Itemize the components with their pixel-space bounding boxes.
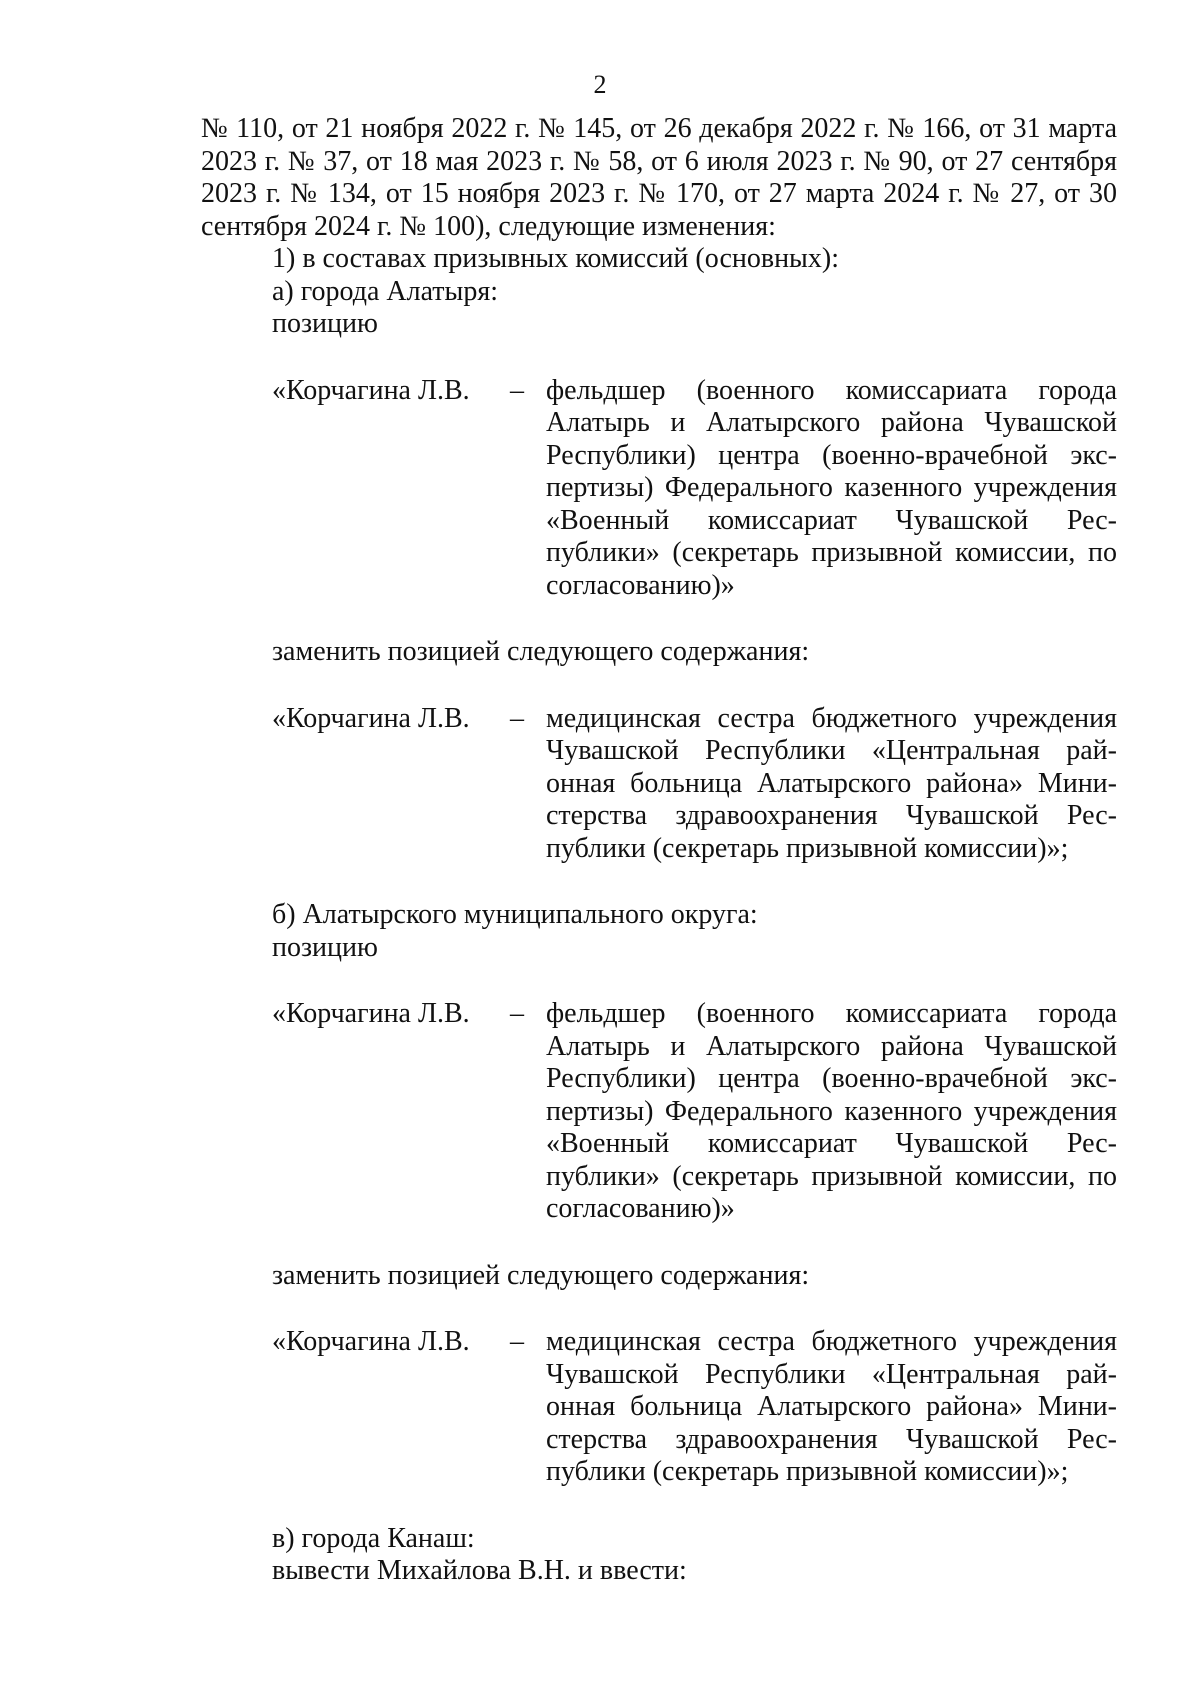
section-c-action: вывести Михайлова В.Н. и ввести: [272, 1555, 687, 1586]
entry-dash: – [510, 374, 524, 406]
section-b-heading: б) Алатырского муниципального округа: [272, 899, 758, 930]
entry-description: медицинская сестра бюджетного учреждения Чувашской Республики «Центральная районная больница Алатырского района» Министерства здравоохранения Чувашской Республики (секретарь призывной комиссии)»; [546, 1326, 1117, 1487]
section-a-old-entry [201, 375, 1117, 603]
section-a-heading: а) города Алатыря: [272, 275, 499, 307]
entry-name: «Корчагина Л.В. [272, 1326, 470, 1357]
entry-name: «Корчагина Л.В. [272, 998, 470, 1029]
page-number: 2 [593, 70, 607, 99]
section-b-replace-label: заменить позицией следующего содержания: [272, 1259, 810, 1291]
section-b-new-entry [201, 1326, 1117, 1489]
item-1-heading: 1) в составах призывных комиссий (основных): [272, 243, 839, 274]
intro-paragraph: № 110, от 21 ноября 2022 г. № 145, от 26 декабря 2022 г. № 166, от 31 марта 2023 г. № 37, от 18 мая 2023 г. № 58, от 6 июля 2023 г. № 90, от 27 сентября 2023 г. № 134, от 15 ноября 2023 г. № 170, от 27 марта 2024 г. № 27, от 30 сентября 2024 г. № 100), следующие изменения: [201, 113, 1117, 242]
section-a-position-label: позицию [272, 308, 378, 339]
entry-dash: – [510, 1326, 524, 1357]
section-c-heading: в) города Канаш: [272, 1522, 475, 1554]
entry-description: медицинская сестра бюджетного учреждения Чувашской Республики «Центральная районная больница Алатырского района» Министерства здравоохранения Чувашской Республики (секретарь призывной комиссии)»; [546, 702, 1117, 864]
section-b-position-label: позицию [272, 931, 378, 963]
section-b-old-entry [201, 998, 1117, 1226]
document-body [201, 113, 1117, 1588]
entry-description: фельдшер (военного комиссариата города Алатырь и Алатырского района Чувашской Республики) центра (военно-врачебной экспертизы) Федерального казенного учреждения «Военный комиссариат Чувашской Республики» (секретарь призывной комиссии, по согласованию)» [546, 374, 1117, 601]
entry-description: фельдшер (военного комиссариата города Алатырь и Алатырского района Чувашской Республики) центра (военно-врачебной экспертизы) Федерального казенного учреждения «Военный комиссариат Чувашской Республики» (секретарь призывной комиссии, по согласованию)» [546, 998, 1117, 1224]
section-a-replace-label: заменить позицией следующего содержания: [272, 636, 810, 667]
entry-dash: – [510, 998, 524, 1029]
entry-name: «Корчагина Л.В. [272, 702, 470, 734]
entry-name: «Корчагина Л.В. [272, 374, 470, 406]
entry-dash: – [510, 702, 524, 734]
section-a-new-entry [201, 703, 1117, 866]
